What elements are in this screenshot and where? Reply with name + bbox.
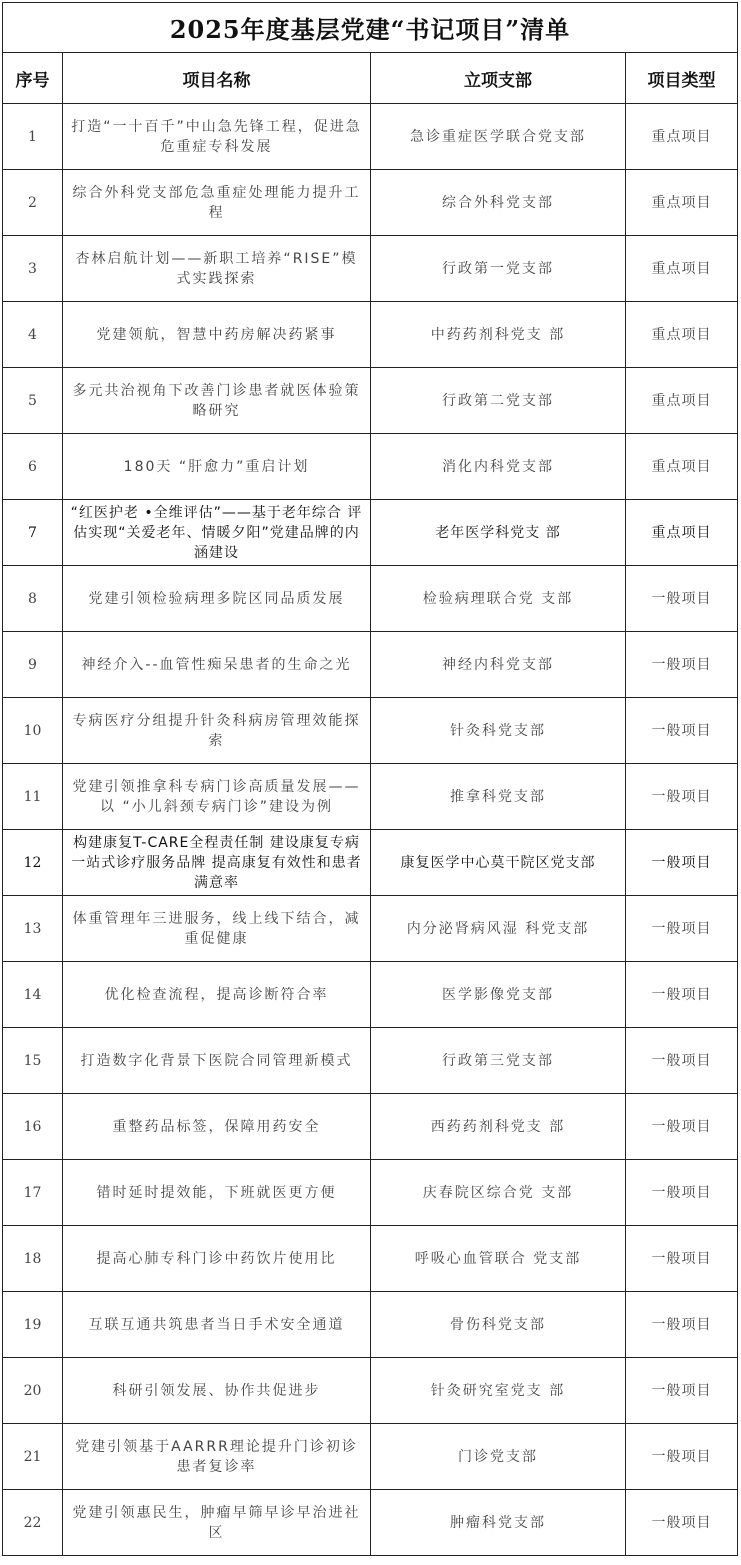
branch-cell: 急诊重症医学联合党支部	[371, 104, 626, 170]
project-name-cell: 专病医疗分组提升针灸科病房管理效能探索	[63, 698, 371, 764]
column-header-branch: 立项支部	[371, 53, 626, 104]
table-row	[3, 104, 738, 170]
table-row	[3, 434, 738, 500]
project-type-cell: 一般项目	[626, 1028, 738, 1094]
project-type-cell: 重点项目	[626, 434, 738, 500]
project-name-cell: 党建引领检验病理多院区同品质发展	[63, 566, 371, 632]
project-list-sheet	[0, 2, 741, 1565]
row-index-cell: 6	[3, 434, 63, 500]
project-type-cell: 一般项目	[626, 632, 738, 698]
branch-cell: 庆春院区综合党 支部	[371, 1160, 626, 1226]
table-row	[3, 1094, 738, 1160]
branch-cell: 门诊党支部	[371, 1424, 626, 1490]
project-type-cell: 一般项目	[626, 698, 738, 764]
project-type-cell: 一般项目	[626, 1292, 738, 1358]
project-type-cell: 一般项目	[626, 1358, 738, 1424]
branch-cell: 中药药剂科党支 部	[371, 302, 626, 368]
row-index-cell: 5	[3, 368, 63, 434]
project-type-cell: 一般项目	[626, 896, 738, 962]
project-name-cell: 党建引领推拿科专病门诊高质量发展——以 “小儿斜颈专病门诊”建设为例	[63, 764, 371, 830]
column-header-index: 序号	[3, 53, 63, 104]
row-index-cell: 2	[3, 170, 63, 236]
branch-cell: 检验病理联合党 支部	[371, 566, 626, 632]
row-index-cell: 3	[3, 236, 63, 302]
table-row	[3, 698, 738, 764]
project-name-cell: 党建领航，智慧中药房解决药紧事	[63, 302, 371, 368]
project-name-cell: 综合外科党支部危急重症处理能力提升工程	[63, 170, 371, 236]
project-name-cell: 打造数字化背景下医院合同管理新模式	[63, 1028, 371, 1094]
project-name-cell: 杏林启航计划——新职工培养“RISE”模式实践探索	[63, 236, 371, 302]
column-header-project-type: 项目类型	[626, 53, 738, 104]
project-type-cell: 一般项目	[626, 1490, 738, 1556]
branch-cell: 消化内科党支部	[371, 434, 626, 500]
row-index-cell: 7	[3, 500, 63, 566]
project-type-cell: 一般项目	[626, 1094, 738, 1160]
project-name-cell: “红医护老 •全维评估”——基于老年综合 评估实现“关爱老年、情暖夕阳”党建品牌的内涵建设	[63, 500, 371, 566]
branch-cell: 内分泌肾病风湿 科党支部	[371, 896, 626, 962]
table-row	[3, 302, 738, 368]
table-row	[3, 1490, 738, 1556]
row-index-cell: 12	[3, 830, 63, 896]
branch-cell: 西药药剂科党支 部	[371, 1094, 626, 1160]
table-row	[3, 896, 738, 962]
table-row	[3, 962, 738, 1028]
table-body	[3, 104, 738, 1556]
table-row	[3, 1292, 738, 1358]
branch-cell: 老年医学科党支 部	[371, 500, 626, 566]
row-index-cell: 14	[3, 962, 63, 1028]
table-row	[3, 236, 738, 302]
project-type-cell: 一般项目	[626, 764, 738, 830]
row-index-cell: 13	[3, 896, 63, 962]
row-index-cell: 8	[3, 566, 63, 632]
row-index-cell: 10	[3, 698, 63, 764]
row-index-cell: 16	[3, 1094, 63, 1160]
project-type-cell: 一般项目	[626, 1160, 738, 1226]
row-index-cell: 21	[3, 1424, 63, 1490]
branch-cell: 肿瘤科党支部	[371, 1490, 626, 1556]
project-type-cell: 一般项目	[626, 1226, 738, 1292]
row-index-cell: 9	[3, 632, 63, 698]
project-name-cell: 体重管理年三进服务，线上线下结合，减重促健康	[63, 896, 371, 962]
project-type-cell: 一般项目	[626, 1424, 738, 1490]
row-index-cell: 15	[3, 1028, 63, 1094]
branch-cell: 医学影像党支部	[371, 962, 626, 1028]
branch-cell: 推拿科党支部	[371, 764, 626, 830]
table-row	[3, 764, 738, 830]
project-name-cell: 打造“一十百千”中山急先锋工程，促进急危重症专科发展	[63, 104, 371, 170]
row-index-cell: 20	[3, 1358, 63, 1424]
project-type-cell: 重点项目	[626, 368, 738, 434]
branch-cell: 行政第一党支部	[371, 236, 626, 302]
branch-cell: 针灸研究室党支 部	[371, 1358, 626, 1424]
project-name-cell: 党建引领基于AARRR理论提升门诊初诊患者复诊率	[63, 1424, 371, 1490]
project-name-cell: 重整药品标签，保障用药安全	[63, 1094, 371, 1160]
project-type-cell: 一般项目	[626, 566, 738, 632]
table-row	[3, 500, 738, 566]
branch-cell: 神经内科党支部	[371, 632, 626, 698]
row-index-cell: 19	[3, 1292, 63, 1358]
project-name-cell: 180天 “肝愈力”重启计划	[63, 434, 371, 500]
row-index-cell: 18	[3, 1226, 63, 1292]
branch-cell: 综合外科党支部	[371, 170, 626, 236]
branch-cell: 行政第三党支部	[371, 1028, 626, 1094]
row-index-cell: 22	[3, 1490, 63, 1556]
project-type-cell: 重点项目	[626, 104, 738, 170]
table-row	[3, 1424, 738, 1490]
project-type-cell: 重点项目	[626, 170, 738, 236]
table-row	[3, 368, 738, 434]
project-name-cell: 提高心肺专科门诊中药饮片使用比	[63, 1226, 371, 1292]
branch-cell: 行政第二党支部	[371, 368, 626, 434]
row-index-cell: 11	[3, 764, 63, 830]
table-row	[3, 632, 738, 698]
project-type-cell: 重点项目	[626, 302, 738, 368]
project-type-cell: 一般项目	[626, 962, 738, 1028]
row-index-cell: 4	[3, 302, 63, 368]
row-index-cell: 1	[3, 104, 63, 170]
project-name-cell: 优化检查流程，提高诊断符合率	[63, 962, 371, 1028]
row-index-cell: 17	[3, 1160, 63, 1226]
table-row	[3, 170, 738, 236]
table-title: 2025年度基层党建“书记项目”清单	[3, 3, 738, 53]
project-name-cell: 错时延时提效能，下班就医更方便	[63, 1160, 371, 1226]
branch-cell: 针灸科党支部	[371, 698, 626, 764]
project-name-cell: 互联互通共筑患者当日手术安全通道	[63, 1292, 371, 1358]
project-name-cell: 多元共治视角下改善门诊患者就医体验策略研究	[63, 368, 371, 434]
project-name-cell: 科研引领发展、协作共促进步	[63, 1358, 371, 1424]
project-name-cell: 构建康复T-CARE全程责任制 建设康复专病一站式诊疗服务品牌 提高康复有效性和患者满意率	[63, 830, 371, 896]
table-row	[3, 830, 738, 896]
project-type-cell: 一般项目	[626, 830, 738, 896]
project-name-cell: 党建引领惠民生，肿瘤早筛早诊早治进社区	[63, 1490, 371, 1556]
project-type-cell: 重点项目	[626, 236, 738, 302]
project-name-cell: 神经介入--血管性痴呆患者的生命之光	[63, 632, 371, 698]
branch-cell: 骨伤科党支部	[371, 1292, 626, 1358]
table-row	[3, 1028, 738, 1094]
table-row	[3, 1358, 738, 1424]
column-header-project-name: 项目名称	[63, 53, 371, 104]
table-row	[3, 566, 738, 632]
branch-cell: 康复医学中心莫干院区党支部	[371, 830, 626, 896]
project-table	[2, 2, 738, 1556]
project-type-cell: 重点项目	[626, 500, 738, 566]
table-row	[3, 1226, 738, 1292]
table-row	[3, 1160, 738, 1226]
branch-cell: 呼吸心血管联合 党支部	[371, 1226, 626, 1292]
